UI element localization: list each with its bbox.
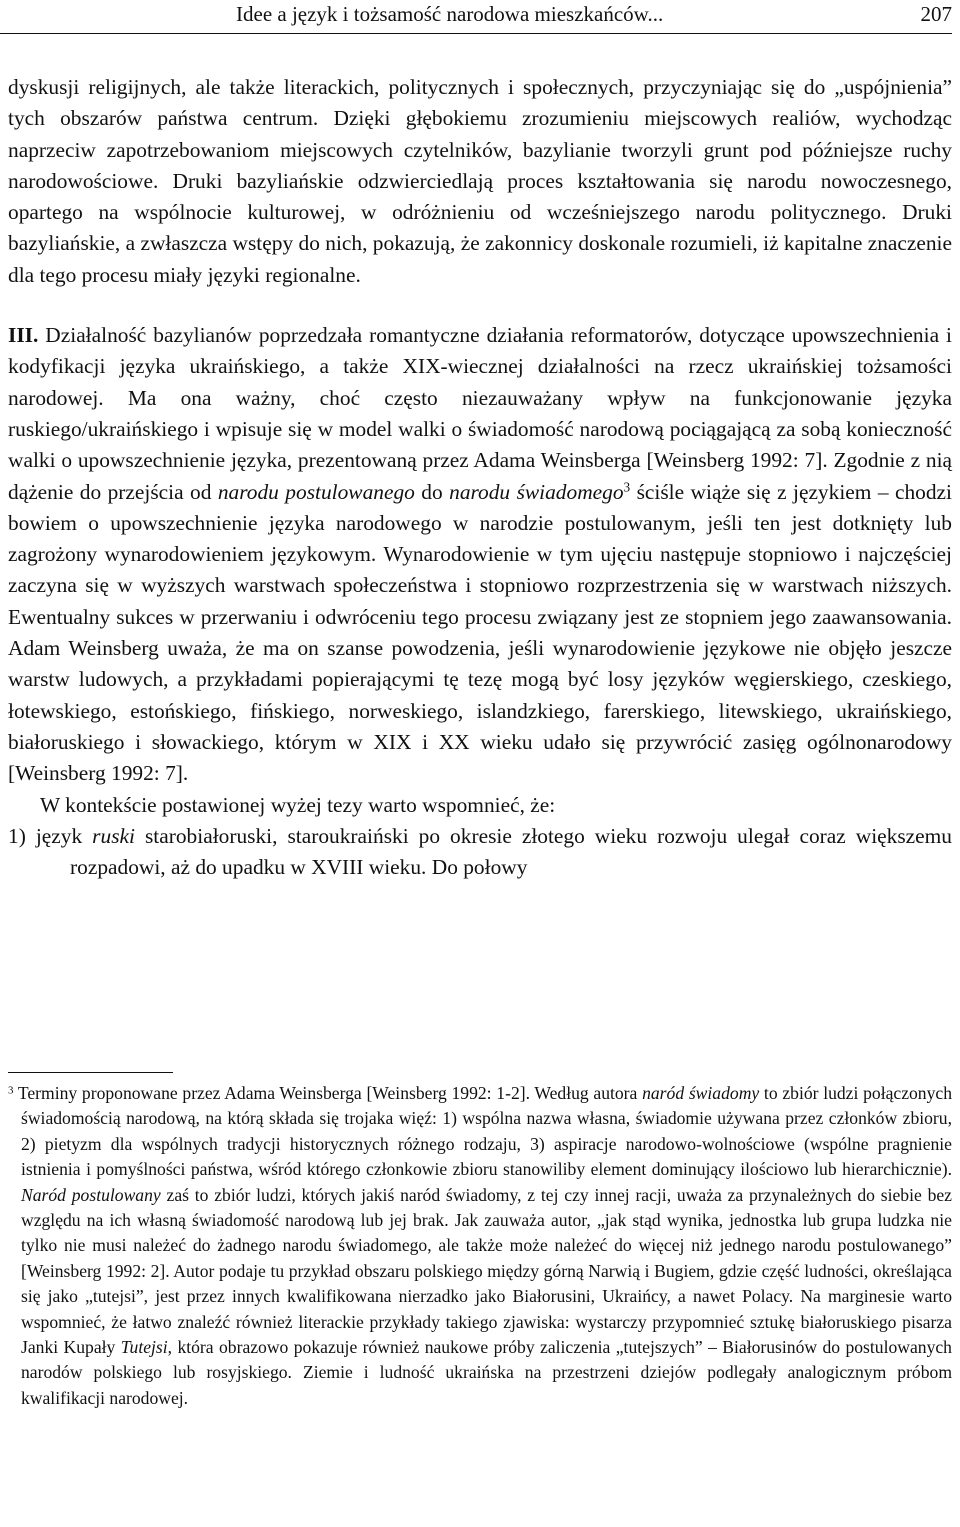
paragraph-2-text-b: do <box>414 479 450 504</box>
term-narod-swiadomy: narodu świadomego <box>449 479 624 504</box>
footnote-text-a: Terminy proponowane przez Adama Weinsberga [Weinsberg 1992: 1-2]. Według autora <box>13 1083 643 1103</box>
paragraph-2-text-c: ściśle wiąże się z językiem – chodzi bowiem o upowszechnienie języka narodowego w narodzie postulowanym, jeśli ten jest dotknięty lub zagrożony wynarodowieniem językowym. Wynarodowienie w tym ujęciu następuje stopniowo i najczęściej zaczyna się w wyższych warstwach społeczeństwa i stopniowo rozprzestrzenia się w warstwach niższych. Ewentualny sukces w przerwaniu i odwróceniu tego procesu związany jest ze stopniem jego zaawansowania. Adam Weinsberg uważa, że ma on szanse powodzenia, jeśli wynarodowienie językowe nie objęło jeszcze warstw ludowych, a przykładami popierającymi tę tezę mogą być losy języków węgierskiego, czeskiego, łotewskiego, estońskiego, fińskiego, norweskiego, islandzkiego, farerskiego, litewskiego, ukraińskiego, białoruskiego i słowackiego, którym w XIX i XX wieku udało się przywrócić zasięg ogólnonarodowy [Weinsberg 1992: 7]. <box>8 479 952 786</box>
list-item-number: 1) <box>8 823 26 848</box>
paragraph-3: W kontekście postawionej wyżej tezy warto wspomnieć, że: <box>40 792 556 817</box>
footnote-text-b: to zbiór ludzi połączonych świadomością narodową, na którą składa się trojaka więź: 1) wspólna nazwa własna, świadomie używana przez członków zbioru, 2) pietyzm dla wspólnych tradycji historycznych różnego rodzaju, 3) aspiracje narodowo-wolnościowe (wspólne pragnienie istnienia i pomyślności państwa, wśród którego członkowie zbioru stanowiliby element dominujący ilościowo lub hierarchicznie). <box>21 1083 953 1180</box>
footnote-text-c: zaś to zbiór ludzi, których jakiś naród świadomy, z tej czy innej racji, uważa za przynależnych do siebie bez względu na ich własną świadomość narodową lub jej brak. Jak zauważa autor, „jak stąd wynika, jednostka lub grupa ludzka nie tylko nie musi należeć do żadnego narodu świadomego, ale także może należeć do więcej niż jednego narodu postulowanego” [Weinsberg 1992: 2]. Autor podaje tu przykład obszaru polskiego między górną Narwią i Bugiem, gdzie część ludności, określająca się jako „tutejsi”, jest przez innych kwalifikowana nierzadko jako Białorusini, Ukraińcy, a nawet Polacy. Na marginesie warto wspomnieć, że łatwo znaleźć również literackie przykłady takiego zjawiska: wystarczy przypomnieć sztukę białoruskiego pisarza Janki Kupały <box>21 1184 952 1358</box>
running-header <box>0 0 960 34</box>
footnote-term-3: Tutejsi <box>120 1337 168 1358</box>
term-narod-postulowany: narodu postulowanego <box>217 479 415 504</box>
term-ruski: ruski <box>92 823 135 848</box>
running-title: Idee a język i tożsamość narodowa mieszkańców... <box>236 2 664 26</box>
list-item-text-a: język <box>25 823 93 848</box>
footnote-number: 3 <box>8 1084 14 1097</box>
paragraph-1: dyskusji religijnych, ale także literackich, politycznych i społecznych, przyczyniając się do „uspójnienia” tych obszarów państwa centrum. Dzięki głębokiemu zrozumieniu miejscowych realiów, wychodząc naprzeciw zapotrzebowaniom miejscowych czytelników, bazylianie tworzyli grunt pod późniejsze ruchy narodowościowe. Druki bazyliańskie odzwierciedlają proces kształtowania się narodu nowoczesnego, opartego na wspólnocie kulturowej, w odróżnieniu od wcześniejszego narodu politycznego. Druki bazyliańskie, a zwłaszcza wstępy do nich, pokazują, że zakonnicy doskonale rozumieli, iż kapitalne znaczenie dla tego procesu miały języki regionalne. <box>8 75 952 287</box>
main-text <box>8 72 952 883</box>
list-item-1 <box>8 821 952 884</box>
header-rule <box>0 33 952 34</box>
footnote-3 <box>8 1081 952 1411</box>
footnote-text-d: , która obrazowo pokazuje również naukowe próby zaliczenia „tutejszych” – Białorusinów do postulowanych narodów polskiego lub rosyjskiego. Ziemie i ludność ukraińska na przestrzeni dziejów podlegały analogicznym próbom kwalifikacji narodowej. <box>21 1337 952 1408</box>
footnote-term-2: Naród postulowany <box>21 1184 161 1205</box>
footnote-text <box>8 1081 952 1411</box>
paragraph-2-text-a: Działalność bazylianów poprzedzała romantyczne działania reformatorów, dotyczące upowszechnienia i kodyfikacji języka ukraińskiego, a także XIX-wiecznej działalności na rzecz ukraińskiej tożsamości narodowej. Ma ona ważny, choć często niezauważany wpływ na funkcjonowanie języka ruskiego/ukraińskiego i wpisuje się w model walki o świadomość narodową pociągającą za sobą konieczność walki o upowszechnienie języka, prezentowaną przez Adama Weinsberga [Weinsberg 1992: 7]. Zgodnie z nią dążenie do przejścia od <box>8 323 952 504</box>
section-gap <box>8 291 952 320</box>
page-number: 207 <box>920 2 952 26</box>
list-item-text-b: starobiałoruski, staroukraiński po okresie złotego wieku rozwoju ulegał coraz większemu rozpadowi, aż do upadku w XVIII wieku. Do połowy <box>70 823 952 880</box>
paragraph-2 <box>8 320 952 789</box>
section-mark: III. <box>8 323 39 348</box>
footnote-rule <box>8 1072 173 1073</box>
footnote-ref-3[interactable]: 3 <box>623 479 631 495</box>
footnote-term-1: naród świadomy <box>642 1083 760 1103</box>
